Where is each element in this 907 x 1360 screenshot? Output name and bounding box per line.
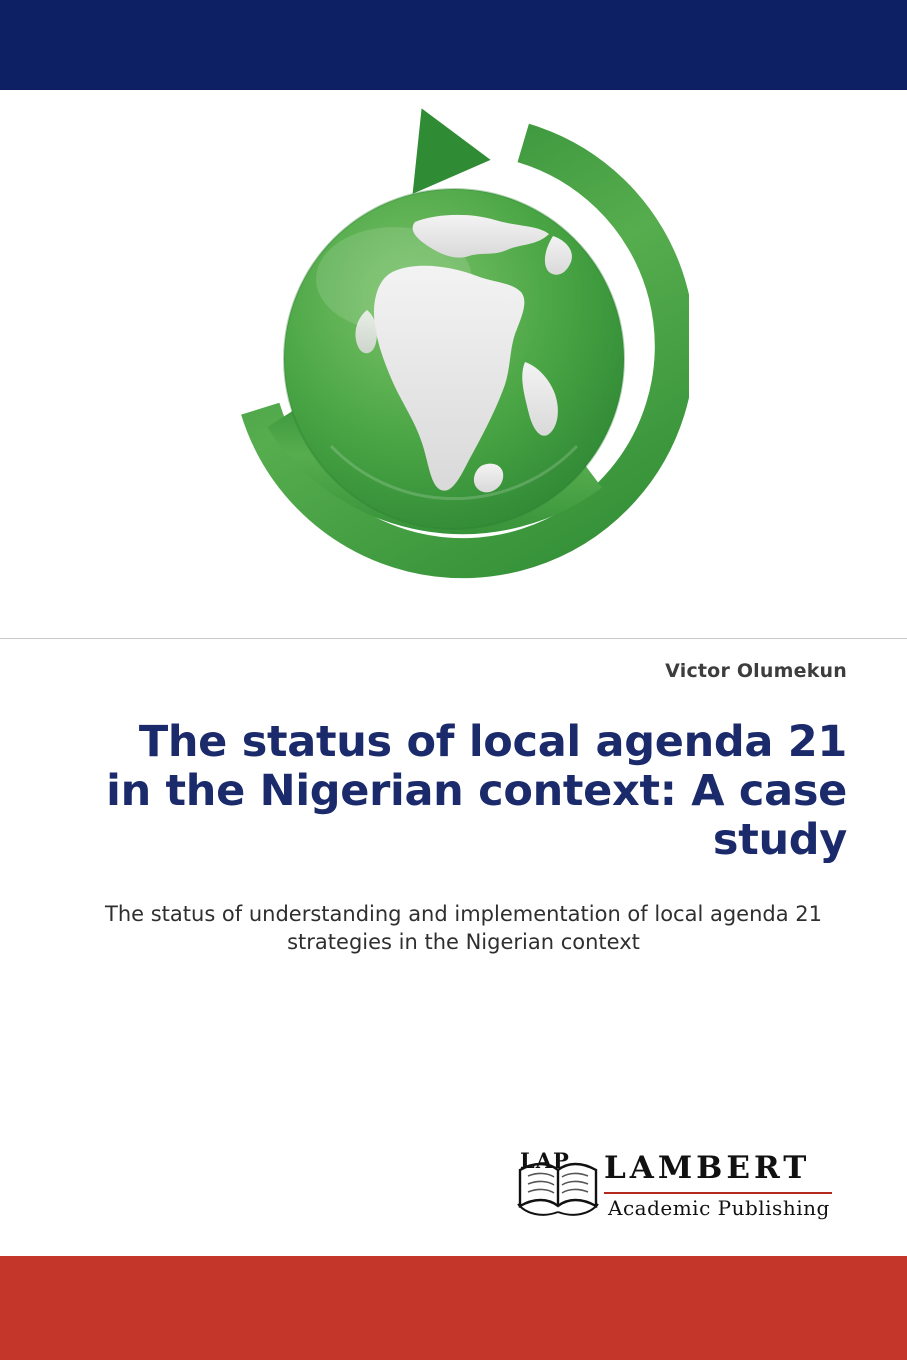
page-title: The status of local agenda 21 in the Nigerian context: A case study — [106, 717, 847, 866]
publisher-logo — [512, 1148, 832, 1228]
publisher-tagline: Academic Publishing — [608, 1196, 830, 1220]
globe-illustration — [219, 94, 689, 634]
cover-image-panel — [0, 90, 907, 639]
bottom-color-band — [0, 1256, 907, 1360]
logo-divider — [604, 1192, 832, 1194]
author-block — [0, 660, 847, 682]
publisher-mark: LAP — [520, 1148, 570, 1173]
globe-recycling-icon — [219, 94, 689, 634]
publisher-name: LAMBERT — [604, 1150, 811, 1186]
author-name: Victor Olumekun — [665, 660, 847, 682]
top-color-band — [0, 0, 907, 90]
page-subtitle: The status of understanding and implementation of local agenda 21 strategies in the Nigerian context — [105, 902, 822, 955]
